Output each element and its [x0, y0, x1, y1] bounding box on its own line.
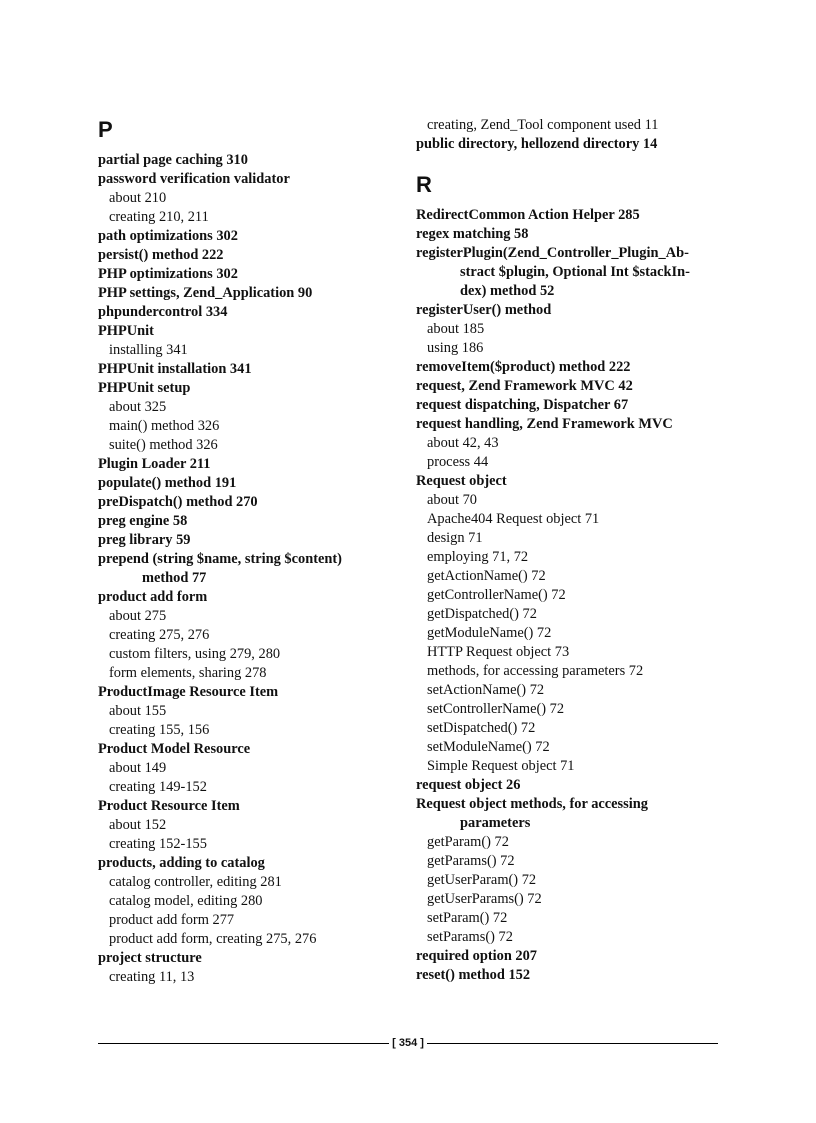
- index-subentry: creating 275, 276: [109, 627, 210, 643]
- index-subentry: setControllerName() 72: [427, 701, 565, 717]
- index-subentry: about 185: [427, 321, 485, 337]
- index-subentry: catalog controller, editing 281: [109, 874, 282, 890]
- index-entry: populate() method 191: [98, 475, 237, 491]
- index-subentry: Apache404 Request object 71: [427, 511, 600, 527]
- index-entry: RedirectCommon Action Helper 285: [416, 207, 640, 223]
- index-subentry: process 44: [427, 454, 489, 470]
- index-subentry: about 210: [109, 190, 167, 206]
- footer-rule-right: [427, 1043, 718, 1044]
- index-subentry: creating 210, 211: [109, 209, 209, 225]
- index-entry: phpundercontrol 334: [98, 304, 228, 320]
- index-subentry: catalog model, editing 280: [109, 893, 263, 909]
- index-entry: registerPlugin(Zend_Controller_Plugin_Ab-: [416, 245, 689, 261]
- index-entry: Request object: [416, 473, 507, 489]
- index-subentry: main() method 326: [109, 418, 220, 434]
- index-subentry: installing 341: [109, 342, 188, 358]
- index-entry: persist() method 222: [98, 247, 224, 263]
- index-entry-continuation: dex) method 52: [460, 283, 555, 299]
- index-entry: request, Zend Framework MVC 42: [416, 378, 633, 394]
- index-column-left: [98, 116, 398, 987]
- index-entry: preg engine 58: [98, 513, 188, 529]
- index-entry: Product Model Resource: [98, 741, 251, 757]
- index-entry: request object 26: [416, 777, 521, 793]
- index-entry: request dispatching, Dispatcher 67: [416, 397, 629, 413]
- index-entry: products, adding to catalog: [98, 855, 265, 871]
- index-subentry: creating 152-155: [109, 836, 207, 852]
- page-number: [ 354 ]: [392, 1037, 424, 1049]
- index-subentry: about 149: [109, 760, 167, 776]
- index-entry-continuation: method 77: [142, 570, 207, 586]
- index-subentry: methods, for accessing parameters 72: [427, 663, 644, 679]
- index-entry: password verification validator: [98, 171, 290, 187]
- index-subentry: employing 71, 72: [427, 549, 529, 565]
- index-entry: reset() method 152: [416, 967, 531, 983]
- index-subentry: about 155: [109, 703, 167, 719]
- index-entry: preDispatch() method 270: [98, 494, 258, 510]
- section-gap: [416, 154, 726, 171]
- index-entry: request handling, Zend Framework MVC: [416, 416, 673, 432]
- index-entry: PHPUnit setup: [98, 380, 191, 396]
- index-entry: product add form: [98, 589, 208, 605]
- index-entry: Product Resource Item: [98, 798, 240, 814]
- index-subentry: custom filters, using 279, 280: [109, 646, 281, 662]
- index-subentry: about 275: [109, 608, 167, 624]
- index-subentry: product add form 277: [109, 912, 235, 928]
- index-subentry: HTTP Request object 73: [427, 644, 570, 660]
- page-footer: [98, 1035, 718, 1051]
- index-subentry: Simple Request object 71: [427, 758, 575, 774]
- index-entry: preg library 59: [98, 532, 191, 548]
- index-subentry: about 325: [109, 399, 167, 415]
- section-letter-heading: R: [416, 172, 432, 197]
- index-subentry: setParams() 72: [427, 929, 513, 945]
- index-subentry: getModuleName() 72: [427, 625, 552, 641]
- index-subentry: setModuleName() 72: [427, 739, 550, 755]
- index-subentry: getDispatched() 72: [427, 606, 537, 622]
- index-entry: PHP optimizations 302: [98, 266, 238, 282]
- index-subentry: suite() method 326: [109, 437, 218, 453]
- index-subentry: getParam() 72: [427, 834, 509, 850]
- index-subentry: getControllerName() 72: [427, 587, 566, 603]
- index-entry: PHPUnit installation 341: [98, 361, 252, 377]
- section-letter-heading: P: [98, 117, 113, 142]
- index-subentry: about 70: [427, 492, 477, 508]
- index-subentry: setDispatched() 72: [427, 720, 536, 736]
- index-subentry: about 152: [109, 817, 167, 833]
- index-subentry: about 42, 43: [427, 435, 499, 451]
- index-entry: public directory, hellozend directory 14: [416, 136, 658, 152]
- index-entry: project structure: [98, 950, 202, 966]
- footer-rule-left: [98, 1043, 389, 1044]
- index-entry-continuation: parameters: [460, 815, 531, 831]
- index-subentry: getUserParam() 72: [427, 872, 537, 888]
- index-subentry: creating 155, 156: [109, 722, 210, 738]
- index-subentry: setActionName() 72: [427, 682, 545, 698]
- index-entry: registerUser() method: [416, 302, 552, 318]
- index-entry: regex matching 58: [416, 226, 529, 242]
- index-entry-continuation: stract $plugin, Optional Int $stackIn-: [460, 264, 690, 280]
- index-subentry: design 71: [427, 530, 483, 546]
- index-entry: Request object methods, for accessing: [416, 796, 648, 812]
- index-subentry: getActionName() 72: [427, 568, 546, 584]
- index-subentry: getParams() 72: [427, 853, 515, 869]
- index-entry: removeItem($product) method 222: [416, 359, 631, 375]
- index-subentry: product add form, creating 275, 276: [109, 931, 317, 947]
- index-entry: PHP settings, Zend_Application 90: [98, 285, 313, 301]
- index-subentry: getUserParams() 72: [427, 891, 542, 907]
- index-entry: required option 207: [416, 948, 538, 964]
- index-entry: path optimizations 302: [98, 228, 238, 244]
- index-entry: ProductImage Resource Item: [98, 684, 279, 700]
- index-entry: Plugin Loader 211: [98, 456, 211, 472]
- index-entry: partial page caching 310: [98, 152, 248, 168]
- index-subentry: setParam() 72: [427, 910, 508, 926]
- index-subentry: creating 149-152: [109, 779, 207, 795]
- index-entry: prepend (string $name, string $content): [98, 551, 342, 567]
- index-column-right: [416, 116, 726, 985]
- index-subentry: creating, Zend_Tool component used 11: [427, 117, 659, 133]
- index-subentry: using 186: [427, 340, 484, 356]
- index-subentry: creating 11, 13: [109, 969, 195, 985]
- index-entry: PHPUnit: [98, 323, 154, 339]
- index-subentry: form elements, sharing 278: [109, 665, 267, 681]
